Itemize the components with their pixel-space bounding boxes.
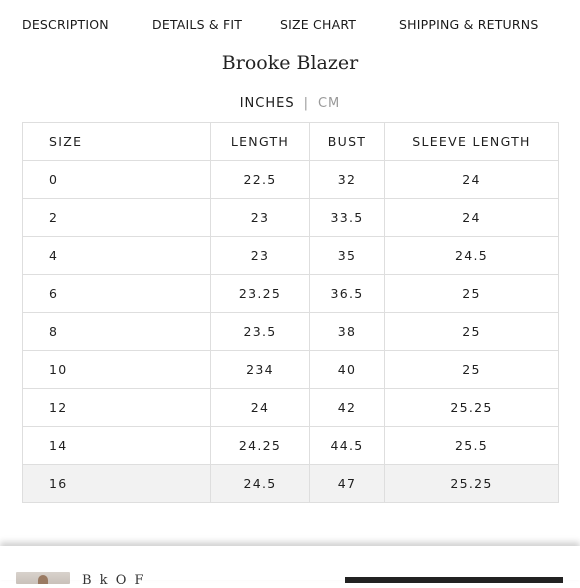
tab-bar bbox=[0, 0, 580, 50]
length-cell: 23 bbox=[211, 199, 310, 237]
column-header-length: LENGTH bbox=[211, 123, 310, 161]
bust-cell: 40 bbox=[310, 351, 385, 389]
bust-cell: 36.5 bbox=[310, 275, 385, 313]
sleeve-length-cell: 25.25 bbox=[385, 465, 559, 503]
tab-description[interactable]: DESCRIPTION bbox=[22, 17, 109, 32]
bust-cell: 42 bbox=[310, 389, 385, 427]
table-row bbox=[23, 465, 559, 503]
size-cell: 16 bbox=[23, 465, 211, 503]
column-header-size: SIZE bbox=[23, 123, 211, 161]
length-cell: 24.5 bbox=[211, 465, 310, 503]
size-cell: 0 bbox=[23, 161, 211, 199]
sleeve-length-cell: 24 bbox=[385, 161, 559, 199]
length-cell: 24.25 bbox=[211, 427, 310, 465]
product-thumbnail[interactable] bbox=[16, 572, 70, 584]
sticky-product-bar bbox=[0, 546, 580, 588]
product-name-partial: B k O F bbox=[82, 573, 146, 588]
sleeve-length-cell: 25 bbox=[385, 275, 559, 313]
tab-size-chart[interactable]: SIZE CHART bbox=[280, 17, 357, 32]
add-to-bag-button[interactable] bbox=[345, 577, 563, 583]
tab-details-fit[interactable]: DETAILS & FIT bbox=[152, 17, 243, 32]
unit-cm-option[interactable]: CM bbox=[317, 96, 341, 111]
unit-toggle bbox=[0, 96, 580, 111]
bust-cell: 33.5 bbox=[310, 199, 385, 237]
size-cell: 10 bbox=[23, 351, 211, 389]
tab-shipping-returns[interactable]: SHIPPING & RETURNS bbox=[399, 17, 539, 32]
bust-cell: 32 bbox=[310, 161, 385, 199]
bust-cell: 47 bbox=[310, 465, 385, 503]
sleeve-length-cell: 24.5 bbox=[385, 237, 559, 275]
column-header-sleeve-length: SLEEVE LENGTH bbox=[385, 123, 559, 161]
unit-separator: | bbox=[303, 96, 309, 111]
size-cell: 14 bbox=[23, 427, 211, 465]
size-cell: 8 bbox=[23, 313, 211, 351]
table-row bbox=[23, 161, 559, 199]
length-cell: 22.5 bbox=[211, 161, 310, 199]
bust-cell: 38 bbox=[310, 313, 385, 351]
length-cell: 23.25 bbox=[211, 275, 310, 313]
size-cell: 4 bbox=[23, 237, 211, 275]
sleeve-length-cell: 25.5 bbox=[385, 427, 559, 465]
table-row bbox=[23, 351, 559, 389]
table-row bbox=[23, 199, 559, 237]
table-row bbox=[23, 427, 559, 465]
size-chart-table bbox=[22, 122, 559, 503]
bust-cell: 35 bbox=[310, 237, 385, 275]
table-row bbox=[23, 275, 559, 313]
bust-cell: 44.5 bbox=[310, 427, 385, 465]
column-header-bust: BUST bbox=[310, 123, 385, 161]
sleeve-length-cell: 25 bbox=[385, 313, 559, 351]
table-row bbox=[23, 389, 559, 427]
product-title: Brooke Blazer bbox=[221, 52, 359, 74]
sleeve-length-cell: 25.25 bbox=[385, 389, 559, 427]
sleeve-length-cell: 24 bbox=[385, 199, 559, 237]
length-cell: 24 bbox=[211, 389, 310, 427]
size-cell: 2 bbox=[23, 199, 211, 237]
size-cell: 12 bbox=[23, 389, 211, 427]
table-row bbox=[23, 237, 559, 275]
table-header-row bbox=[23, 123, 559, 161]
length-cell: 234 bbox=[211, 351, 310, 389]
unit-inches-option[interactable]: INCHES bbox=[239, 96, 295, 111]
size-cell: 6 bbox=[23, 275, 211, 313]
table-row bbox=[23, 313, 559, 351]
sleeve-length-cell: 25 bbox=[385, 351, 559, 389]
length-cell: 23.5 bbox=[211, 313, 310, 351]
length-cell: 23 bbox=[211, 237, 310, 275]
